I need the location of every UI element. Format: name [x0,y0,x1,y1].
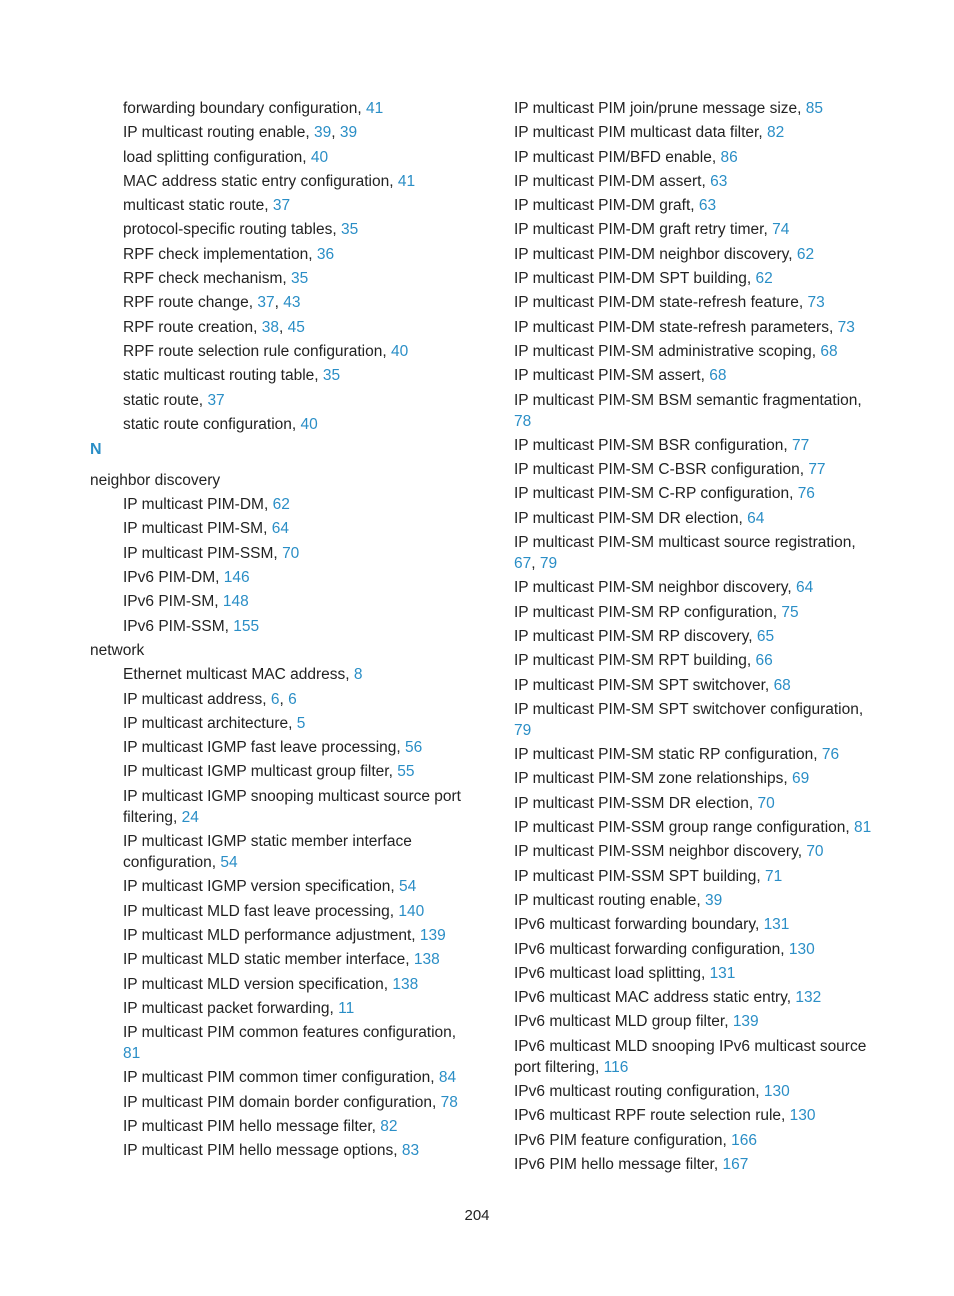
index-entry [90,974,470,995]
page-link[interactable]: 62 [755,270,773,288]
page-link[interactable]: 54 [220,854,238,872]
index-entry-text: IP multicast PIM multicast data filter, [514,124,767,142]
index-entry [90,713,470,734]
index-entry-text: IP multicast MLD fast leave processing, [123,902,399,920]
index-entry-text: IPv6 PIM hello message filter, [514,1155,723,1173]
page-link[interactable]: 132 [795,989,822,1007]
index-entry-text: IP multicast PIM-DM state-refresh feature, [514,294,808,312]
index-entry [90,567,470,588]
page-link[interactable]: 63 [698,197,717,215]
index-entry-text: IP multicast MLD static member interface, [123,951,414,969]
index-entry-text: IP multicast PIM common features configuration, [123,1024,457,1042]
page-link[interactable]: 41 [397,172,416,190]
page-separator: , [279,690,289,708]
index-entry [514,98,874,119]
index-entry-text: IP multicast PIM-SM C-RP configuration, [514,485,798,503]
page-link[interactable]: 70 [757,794,775,812]
page-link[interactable]: 76 [797,485,815,503]
index-entry-text: IP multicast PIM-SSM, [123,544,283,562]
index-column-right [514,98,874,1178]
page-link[interactable]: 70 [806,843,824,861]
page-link[interactable]: 86 [720,148,738,166]
index-entry [90,664,470,685]
page-link[interactable]: 66 [755,652,773,670]
index-entry [514,341,874,362]
page-link[interactable]: 64 [795,579,814,597]
index-entry [90,518,470,539]
index-entry-text: IPv6 multicast routing configuration, [514,1082,764,1100]
index-entry-text: IPv6 multicast MLD group filter, [514,1013,733,1031]
page-link[interactable]: 68 [709,367,727,385]
index-entry-text: IP multicast PIM-SM administrative scoping, [514,342,821,360]
index-entry-text: IP multicast PIM hello message options, [123,1142,402,1160]
index-entry [514,435,874,456]
index-entry-topic [90,640,470,661]
page-link[interactable]: 62 [796,245,815,263]
page-link[interactable]: 11 [338,999,355,1017]
index-entry [90,591,470,612]
page-link[interactable]: 130 [789,1107,816,1125]
page-separator: , [331,124,340,142]
page-link[interactable]: 73 [837,318,855,336]
index-entry-text: static route, [123,391,208,409]
page-link[interactable]: 56 [405,739,423,757]
index-entry [90,949,470,970]
index-entry-text: IP multicast PIM-SSM SPT building, [514,867,765,885]
page-link[interactable]: 65 [756,627,775,645]
page-link[interactable]: 68 [773,676,791,694]
index-entry [90,761,470,782]
page-link[interactable]: 6 [288,690,297,708]
index-entry-text: RPF check implementation, [123,245,317,263]
page-link[interactable]: 78 [440,1093,458,1111]
index-entry-text: IP multicast PIM-SSM neighbor discovery, [514,843,807,861]
page-link[interactable]: 39 [339,124,358,142]
index-entry-text: IPv6 multicast RPF route selection rule, [514,1107,790,1125]
index-entry [514,987,874,1008]
page-link[interactable]: 64 [747,509,765,527]
page-link[interactable]: 85 [805,100,824,117]
page-link[interactable]: 155 [233,617,260,635]
index-entry-text: protocol-specific routing tables, [123,221,341,239]
page-link[interactable]: 130 [763,1082,790,1100]
page-link[interactable]: 84 [438,1069,457,1087]
page-link[interactable]: 81 [854,819,872,837]
index-entry-text: IP multicast IGMP snooping multicast source port filtering, [123,787,461,826]
index-entry-topic [90,470,470,491]
page-number: 204 [464,1207,490,1224]
index-entry-text: RPF check mechanism, [123,270,291,288]
index-entry [514,577,874,598]
index-entry [90,317,470,338]
index-entry-text: IP multicast PIM-SM BSR configuration, [514,436,792,454]
page-link[interactable]: 166 [731,1131,757,1149]
index-entry [90,147,470,168]
index-entry-text: IP multicast PIM-SSM group range configuration, [514,819,855,837]
index-entry-text: IPv6 multicast MLD snooping IPv6 multicast source port filtering, [514,1037,867,1076]
page-link[interactable]: 77 [791,436,810,454]
index-entry [90,390,470,411]
index-section-letter: N [90,440,102,458]
index-entry-text: IP multicast PIM-SM RP configuration, [514,603,782,621]
index-entry-text: IP multicast PIM-SM RPT building, [514,652,756,670]
index-entry [90,1022,470,1064]
page-link[interactable]: 73 [807,294,825,312]
index-entry-text: IP multicast PIM-DM graft retry timer, [514,221,773,239]
page-link[interactable]: 75 [781,603,799,621]
index-entry [90,494,470,515]
index-entry [514,1011,874,1032]
index-entry [90,616,470,637]
index-entry-text: IP multicast IGMP fast leave processing, [123,739,405,757]
page-separator: , [278,318,288,336]
page-link[interactable]: 70 [282,544,300,562]
index-entry [90,1116,470,1137]
index-entry [514,508,874,529]
index-entry [514,244,874,265]
index-entry-text: IP multicast PIM-SM static RP configuration, [514,746,822,764]
page-link[interactable]: 82 [766,124,785,142]
page-link[interactable]: 138 [413,951,440,969]
index-entry-text: IPv6 PIM-SM, [123,593,223,611]
index-entry [514,744,874,765]
page-link[interactable]: 62 [272,496,290,514]
page-link[interactable]: 116 [603,1058,629,1076]
index-entry [514,841,874,862]
index-entry [90,219,470,240]
index-entry [514,459,874,480]
index-entry-text: IP multicast PIM-SM C-BSR configuration, [514,461,809,479]
index-entry-text: RPF route selection rule configuration, [123,342,391,360]
index-entry [514,914,874,935]
index-entry-text: IP multicast PIM-SM RP discovery, [514,627,757,645]
index-entry-text: IPv6 PIM-DM, [123,569,224,587]
index-entry-text: IP multicast PIM common timer configuration, [123,1069,439,1087]
page-link[interactable]: 8 [353,666,363,684]
index-entry-text: IP multicast PIM-SSM DR election, [514,794,758,812]
index-entry [514,268,874,289]
index-entry-text: RPF route creation, [123,318,262,336]
index-entry [514,939,874,960]
page-link[interactable]: 37 [272,197,291,215]
index-entry [90,543,470,564]
index-entry-text: IP multicast PIM-DM neighbor discovery, [514,245,797,263]
index-entry [514,866,874,887]
index-entry-text: IPv6 PIM feature configuration, [514,1131,732,1149]
page-link[interactable]: 74 [772,221,790,239]
page-link[interactable]: 40 [300,415,318,433]
index-entry [90,98,470,119]
index-entry [514,195,874,216]
page-link[interactable]: 67 [514,555,532,573]
index-entry-text: load splitting configuration, [123,148,311,166]
index-entry-text: IP multicast PIM-SM assert, [514,367,710,385]
index-column-left [90,98,470,1165]
index-entry [90,876,470,897]
page-link[interactable]: 63 [710,172,728,190]
page-link[interactable]: 64 [271,520,289,538]
index-entry-text: IP multicast PIM join/prune message size, [514,100,806,117]
index-entry [514,390,874,432]
index-entry [514,171,874,192]
page-link[interactable]: 5 [296,714,306,732]
index-entry-text: MAC address static entry configuration, [123,172,398,190]
page-link[interactable]: 40 [390,342,409,360]
page-link[interactable]: 138 [392,975,419,993]
index-entry [90,268,470,289]
index-entry [90,737,470,758]
index-entry [514,365,874,386]
page-link[interactable]: 79 [514,721,532,739]
index-entry-text: IP multicast PIM-SM neighbor discovery, [514,579,796,597]
index-entry [514,650,874,671]
page-link[interactable]: 39 [314,124,332,142]
index-entry [514,768,874,789]
index-entry [90,1092,470,1113]
index-entry-text: network [90,641,145,659]
index-entry [514,1036,874,1078]
index-entry-text: IP multicast PIM-SM SPT switchover, [514,676,774,694]
index-entry-text: IPv6 multicast MAC address static entry, [514,989,796,1007]
page-link[interactable]: 79 [539,555,558,573]
index-entry-text: IP multicast PIM-DM graft, [514,197,699,215]
index-entry [90,292,470,313]
index-entry [90,901,470,922]
index-entry-text: IP multicast PIM-SM DR election, [514,509,748,527]
index-entry-text: IP multicast MLD performance adjustment, [123,926,420,944]
index-entry [90,1067,470,1088]
index-entry-text: forwarding boundary configuration, [123,100,366,117]
page-link[interactable]: 139 [419,926,446,944]
index-entry [514,219,874,240]
index-entry-text: IPv6 multicast forwarding boundary, [514,916,764,934]
index-entry-text: IP multicast architecture, [123,714,297,732]
page-link[interactable]: 36 [316,245,335,263]
index-entry [90,171,470,192]
index-entry-text: IP multicast PIM domain border configuration, [123,1093,441,1111]
page-link[interactable]: 77 [808,461,826,479]
page-link[interactable]: 35 [322,367,341,385]
index-entry [514,1081,874,1102]
page-link[interactable]: 81 [123,1045,141,1063]
index-entry-text: static route configuration, [123,415,301,433]
index-entry-text: IP multicast address, [123,690,271,708]
index-entry-text: neighbor discovery [90,471,221,489]
page-link[interactable]: 37 [257,294,275,312]
index-entry [514,147,874,168]
index-entry [514,793,874,814]
page-link[interactable]: 6 [270,690,280,708]
page-link[interactable]: 71 [764,867,783,885]
index-entry [514,890,874,911]
index-entry-text: IP multicast IGMP static member interface configuration, [123,833,412,872]
index-entry-text: IP multicast PIM-SM zone relationships, [514,770,792,788]
index-entry-text: IP multicast IGMP multicast group filter, [123,763,398,781]
page-link[interactable]: 39 [705,891,723,909]
page-link[interactable]: 140 [398,902,425,920]
index-entry [514,122,874,143]
index-entry [90,365,470,386]
index-entry-text: static multicast routing table, [123,367,323,385]
index-entry-text: IP multicast routing enable, [123,124,314,142]
index-entry-text: RPF route change, [123,294,258,312]
page-link[interactable]: 35 [290,270,309,288]
index-entry [514,963,874,984]
page-link[interactable]: 146 [223,569,250,587]
page-link[interactable]: 131 [763,916,790,934]
index-entry-text: multicast static route, [123,197,273,215]
page-link[interactable]: 82 [380,1117,398,1135]
index-entry-text: IP multicast PIM-DM state-refresh parameters, [514,318,838,336]
index-entry-text: IP multicast routing enable, [514,891,705,909]
index-entry [90,831,470,873]
index-entry-text: IP multicast PIM-DM, [123,496,273,514]
page-link[interactable]: 131 [709,964,736,982]
page-link[interactable]: 38 [261,318,279,336]
index-entry [514,602,874,623]
index-entry [514,675,874,696]
index-entry [514,1105,874,1126]
page-link[interactable]: 43 [283,294,301,312]
page-link[interactable]: 35 [340,221,359,239]
page-link[interactable]: 41 [365,100,384,117]
index-entry-text: IP multicast IGMP version specification, [123,878,399,896]
page-link[interactable]: 45 [287,318,305,336]
index-entry-text: IP multicast PIM-SM, [123,520,272,538]
index-entry [514,817,874,838]
index-entry-text: IP multicast PIM/BFD enable, [514,148,721,166]
page-link[interactable]: 69 [791,770,810,788]
index-entry [90,244,470,265]
index-entry-text: IP multicast PIM hello message filter, [123,1117,381,1135]
page-link[interactable]: 68 [820,342,838,360]
page-separator: , [274,294,284,312]
index-entry-text: IP multicast packet forwarding, [123,999,339,1017]
index-entry [514,1154,874,1175]
index-entry-text: IPv6 multicast forwarding configuration, [514,940,789,958]
page-link[interactable]: 83 [401,1142,420,1160]
index-entry [514,1130,874,1151]
index-entry [514,483,874,504]
page-link[interactable]: 130 [788,940,815,958]
index-entry [90,786,470,828]
index-entry [90,689,470,710]
index-entry [514,292,874,313]
index-entry [90,1140,470,1161]
index-entry-text: IPv6 PIM-SSM, [123,617,234,635]
index-entry [514,699,874,741]
index-entry [514,532,874,574]
page-link[interactable]: 148 [222,593,249,611]
index-entry [90,925,470,946]
page-link[interactable]: 76 [821,746,840,764]
page-link[interactable]: 54 [398,878,417,896]
page-link[interactable]: 55 [397,763,415,781]
index-entry [90,414,470,435]
index-entry-text: IP multicast PIM-SM SPT switchover configuration, [514,700,864,718]
index-entry-text: IP multicast PIM-DM SPT building, [514,270,756,288]
index-entry-text: IP multicast PIM-SM multicast source registration, [514,534,856,552]
page-link[interactable]: 167 [722,1155,749,1173]
index-entry-text: IP multicast PIM-SM BSM semantic fragmentation, [514,391,862,409]
index-entry [90,998,470,1019]
index-entry [90,195,470,216]
page-link[interactable]: 24 [181,808,199,826]
index-entry [90,122,470,143]
index-entry-text: IP multicast MLD version specification, [123,975,393,993]
index-entry [90,341,470,362]
page-separator: , [531,555,540,573]
page-link[interactable]: 37 [207,391,225,409]
index-entry-text: IP multicast PIM-DM assert, [514,172,711,190]
page-link[interactable]: 40 [310,148,329,166]
page-link[interactable]: 139 [732,1013,759,1031]
index-entry-text: IPv6 multicast load splitting, [514,964,710,982]
index-entry [514,626,874,647]
page-link[interactable]: 78 [514,412,532,430]
index-entry [514,317,874,338]
index-entry-text: Ethernet multicast MAC address, [123,666,354,684]
